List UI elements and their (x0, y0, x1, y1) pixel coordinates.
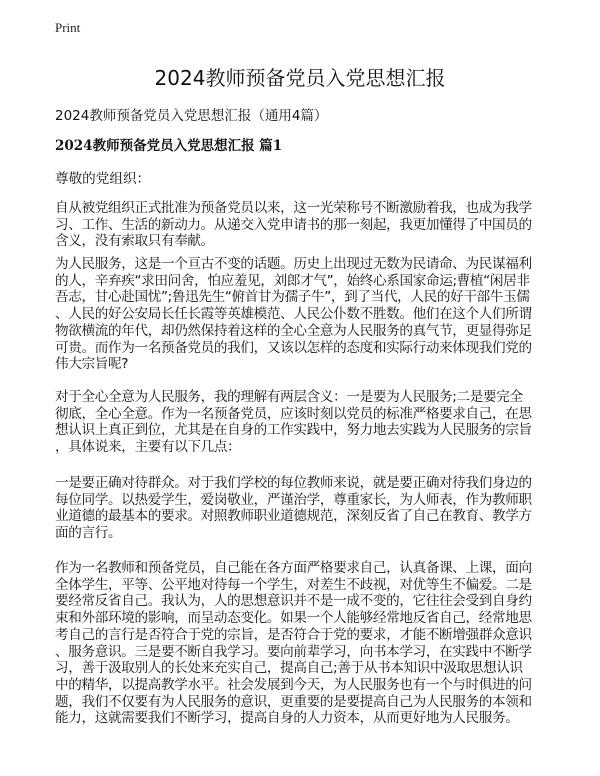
text-line: ，具体说来，主要有以下几点： (55, 439, 241, 456)
text-line: 题，我们不仅要有为人民服务的意识，更重要的是要提高自己为人民服务的本领和 (55, 693, 532, 710)
text-line: 为人民服务，这是一个亘古不变的话题。历史上出现过无数为民请命、为民谋福利 (55, 256, 532, 272)
text-line: 每位同学。以热爱学生，爱岗敬业，严谨治学，尊重家长，为人师表，作为教师职 (55, 491, 532, 508)
document-subtitle: 2024教师预备党员入党思想汇报（通用4篇） (55, 108, 328, 124)
text-line: 、人民的好公安局长任长霞等英雄模范、人民公仆数不胜数。他们在这个人们所谓 (55, 306, 532, 323)
text-line: 吾志，甘心赴国忧”;鲁迅先生“俯首甘为孺子牛”，到了当代，人民的好干部牛玉儒 (55, 289, 530, 306)
document-title: 2024教师预备党员入党思想汇报 (154, 66, 446, 90)
text-line: 、服务意识。三是要不断自我学习。要向前辈学习，向书本学习，在实践中不断学 (55, 643, 532, 660)
text-line: 的人，辛弃疾“求田问舍，怕应羞见，刘郎才气”，始终心系国家命运;曹植“闲居非 (55, 272, 530, 289)
text-line: 伟大宗旨呢? (55, 356, 129, 373)
text-line: 能力，这就需要我们不断学习，提高自身的人力资本，从而更好地为人民服务。 (55, 710, 519, 727)
paragraph-2 (55, 256, 532, 373)
text-line: 束和外部环境的影响，而呈动态变化。如果一个人能够经常地反省自己，经常地思 (55, 610, 532, 627)
text-line: 考自己的言行是否符合于党的宗旨，是否符合于党的要求，才能不断增强群众意识 (55, 626, 532, 643)
text-line: 含义，没有索取只有奉献。 (55, 233, 214, 250)
print-link[interactable]: Print (55, 20, 81, 35)
text-line: 想认识上真正到位，尤其是在自身的工作实践中，努力地去实践为人民服务的宗旨 (55, 422, 532, 439)
text-line: 要经常反省自己。我认为，人的思想意识并不是一成不变的，它往往会受到自身约 (55, 593, 532, 610)
text-line: 中的精华，以提高教学水平。社会发展到今天，为人民服务也有一个与时俱进的问 (55, 676, 532, 693)
text-line: 面的言行。 (55, 525, 122, 542)
paragraph-4 (55, 475, 532, 542)
paragraph-5 (55, 560, 532, 727)
text-line: 物欲横流的年代，却仍然保持着这样的全心全意为人民服务的真气节，更显得弥足 (55, 322, 532, 339)
text-line: 全体学生，平等、公平地对待每一个学生，对差生不歧视，对优等生不偏爱。二是 (55, 576, 532, 593)
text-line: 业道德的最基本的要求。对照教师职业道德规范，深刻反省了自己在教育、教学方 (55, 508, 532, 525)
text-line: 习，善于汲取别人的长处来充实自己，提高自己;善于从书本知识中汲取思想认识 (55, 660, 523, 677)
text-line: 可贵。而作为一名预备党员的我们，又该以怎样的态度和实际行动来体现我们党的 (55, 339, 532, 356)
paragraph-3 (55, 389, 532, 456)
paragraph-1 (55, 200, 532, 250)
greeting: 尊敬的党组织： (55, 171, 151, 187)
text-line: 自从被党组织正式批准为预备党员以来，这一光荣称号不断激励着我，也成为我学 (55, 200, 532, 216)
text-line: 一是要正确对待群众。对于我们学校的每位教师来说，就是要正确对待我们身边的 (55, 475, 532, 491)
text-line: 彻底，全心全意。作为一名预备党员，应该时刻以党员的标准严格要求自己，在思 (55, 405, 532, 422)
text-line: 作为一名教师和预备党员，自己能在各方面严格要求自己，认真备课、上课，面向 (55, 560, 532, 576)
section-heading: 2024教师预备党员入党思想汇报 篇1 (55, 138, 283, 154)
text-line: 习、工作、生活的新动力。从递交入党申请书的那一刻起，我更加懂得了中国员的 (55, 216, 532, 233)
text-line: 对于全心全意为人民服务，我的理解有两层含义：一是要为人民服务;二是要完全 (55, 389, 523, 405)
